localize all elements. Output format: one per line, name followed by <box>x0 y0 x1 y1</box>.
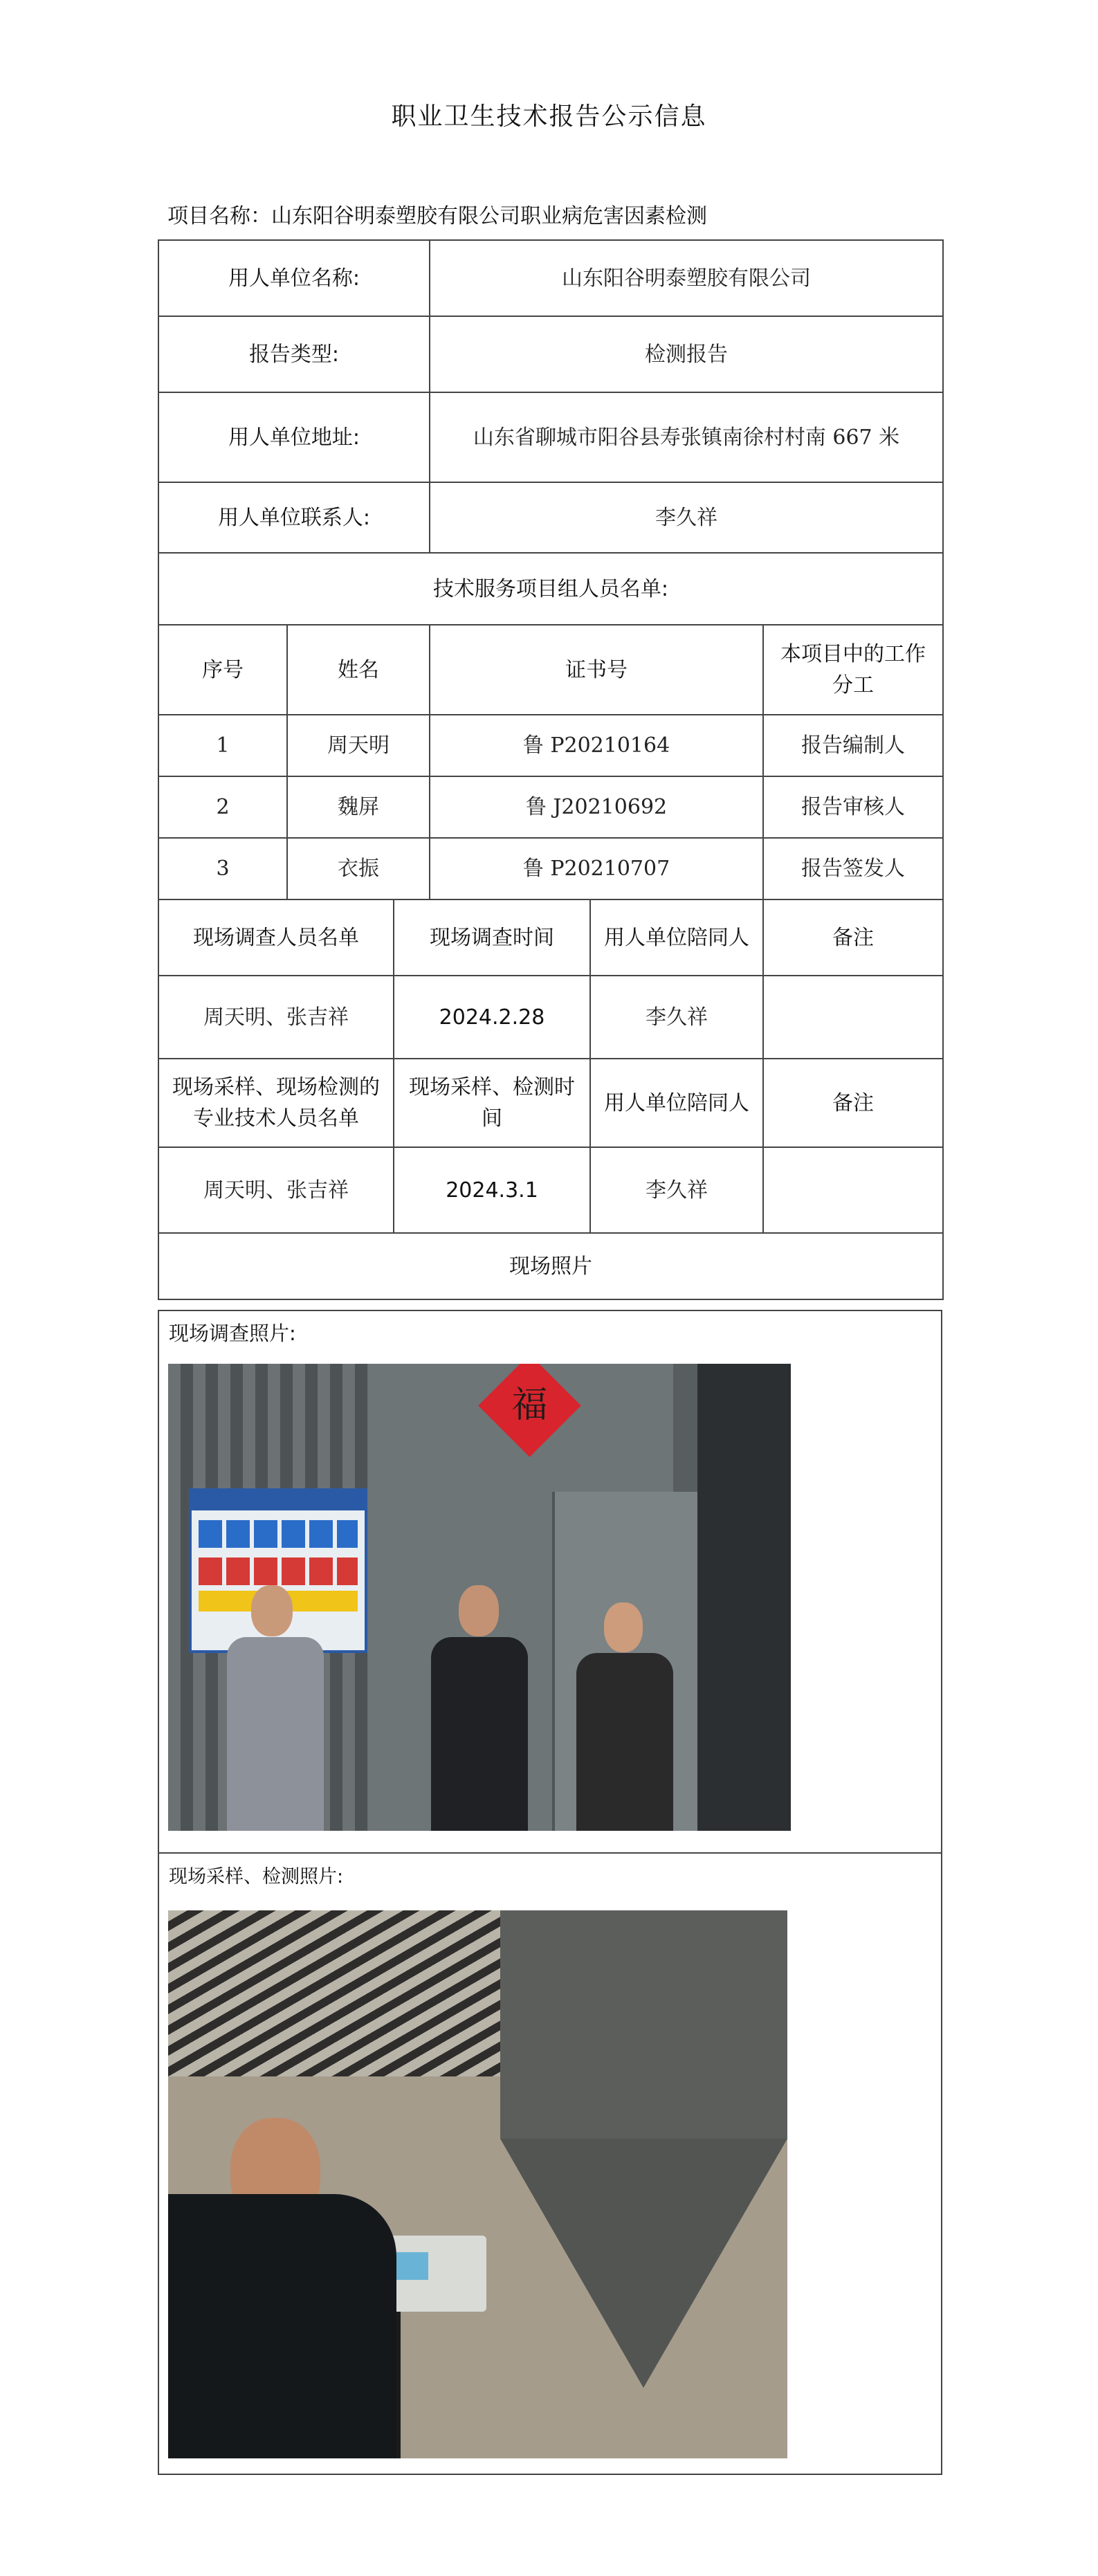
survey-header-time: 现场调查时间 <box>394 899 590 976</box>
address-label: 用人单位地址: <box>158 392 430 482</box>
person-body <box>227 1637 324 1831</box>
page-title: 职业卫生技术报告公示信息 <box>391 102 707 131</box>
person-body <box>431 1637 528 1831</box>
sampling-staff: 周天明、张吉祥 <box>158 1147 394 1233</box>
sampling-time: 2024.3.1 <box>394 1147 590 1233</box>
sampling-header-remark: 备注 <box>763 1059 943 1147</box>
row-team-heading <box>158 553 943 625</box>
team-header-index: 序号 <box>158 625 287 715</box>
team-role: 报告审核人 <box>763 776 943 838</box>
sampling-header-time: 现场采样、检测时间 <box>394 1059 590 1147</box>
team-name: 魏屏 <box>287 776 430 838</box>
fu-character: 福 <box>511 1385 548 1426</box>
team-name: 衣振 <box>287 838 430 899</box>
silo-cone <box>500 2139 787 2388</box>
photos-heading: 现场照片 <box>158 1233 943 1299</box>
person-head <box>459 1585 499 1636</box>
warehouse-interior <box>697 1364 791 1831</box>
team-heading: 技术服务项目组人员名单: <box>158 553 943 625</box>
sampling-header-staff: 现场采样、现场检测的专业技术人员名单 <box>158 1059 394 1147</box>
survey-value-row <box>158 976 943 1059</box>
person-body <box>576 1653 673 1831</box>
team-role: 报告签发人 <box>763 838 943 899</box>
survey-remark <box>763 976 943 1059</box>
team-role: 报告编制人 <box>763 715 943 776</box>
table-row <box>158 715 943 776</box>
silo-body <box>500 1910 787 2139</box>
tripod-leg <box>396 2298 401 2458</box>
sampling-photo-label: 现场采样、检测照片: <box>169 1866 344 1888</box>
section-divider <box>159 1852 941 1854</box>
team-header-name: 姓名 <box>287 625 430 715</box>
survey-header-remark: 备注 <box>763 899 943 976</box>
person-head <box>604 1602 643 1652</box>
photo-section <box>158 1310 942 2475</box>
team-cert: 鲁 J20210692 <box>430 776 763 838</box>
team-index: 3 <box>158 838 287 899</box>
row-address <box>158 392 943 482</box>
team-header-row <box>158 625 943 715</box>
survey-time: 2024.2.28 <box>394 976 590 1059</box>
survey-staff: 周天明、张吉祥 <box>158 976 394 1059</box>
survey-photo-label: 现场调查照片: <box>169 1322 296 1345</box>
sampling-header-escort: 用人单位陪同人 <box>590 1059 763 1147</box>
survey-escort: 李久祥 <box>590 976 763 1059</box>
report-info-table <box>158 239 944 1300</box>
unit-name-label: 用人单位名称: <box>158 240 430 316</box>
project-name: 项目名称：山东阳谷明泰塑胶有限公司职业病危害因素检测 <box>167 204 707 228</box>
sampling-escort: 李久祥 <box>590 1147 763 1233</box>
row-photos-heading <box>158 1233 943 1299</box>
person-head <box>251 1585 293 1636</box>
row-contact <box>158 482 943 553</box>
contact-value: 李久祥 <box>430 482 943 553</box>
team-header-role: 本项目中的工作分工 <box>763 625 943 715</box>
sampling-photo <box>168 1910 787 2458</box>
team-cert: 鲁 P20210164 <box>430 715 763 776</box>
sampling-remark <box>763 1147 943 1233</box>
team-index: 1 <box>158 715 287 776</box>
team-header-cert: 证书号 <box>430 625 763 715</box>
survey-photo <box>168 1364 791 1831</box>
table-row <box>158 838 943 899</box>
survey-header-row <box>158 899 943 976</box>
team-cert: 鲁 P20210707 <box>430 838 763 899</box>
survey-header-escort: 用人单位陪同人 <box>590 899 763 976</box>
sampling-value-row <box>158 1147 943 1233</box>
report-type-label: 报告类型: <box>158 316 430 392</box>
team-index: 2 <box>158 776 287 838</box>
survey-header-staff: 现场调查人员名单 <box>158 899 394 976</box>
address-value: 山东省聊城市阳谷县寿张镇南徐村村南 667 米 <box>430 392 943 482</box>
report-type-value: 检测报告 <box>430 316 943 392</box>
row-unit-name <box>158 240 943 316</box>
contact-label: 用人单位联系人: <box>158 482 430 553</box>
sampling-header-row <box>158 1059 943 1147</box>
row-report-type <box>158 316 943 392</box>
unit-name-value: 山东阳谷明泰塑胶有限公司 <box>430 240 943 316</box>
person-body <box>168 2194 396 2458</box>
team-name: 周天明 <box>287 715 430 776</box>
table-row <box>158 776 943 838</box>
